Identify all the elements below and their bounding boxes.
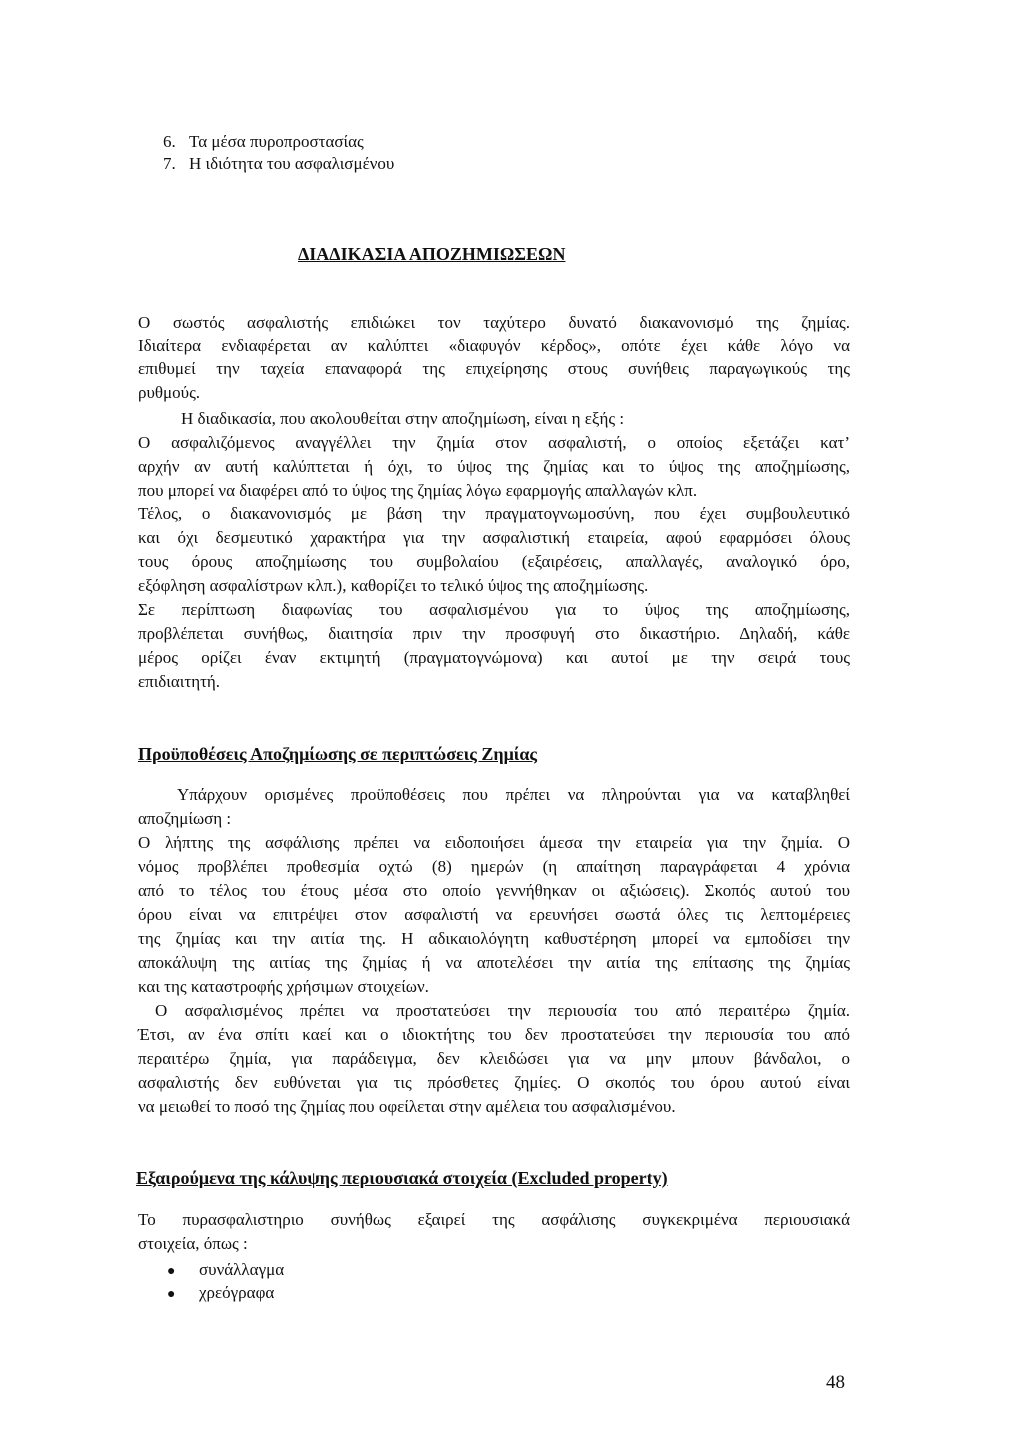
- list-item-text: χρεόγραφα: [199, 1283, 275, 1302]
- toc-text: Τα μέσα πυροπροστασίας: [189, 132, 364, 151]
- paragraph-line: Τέλος, ο διακανονισμός με βάση την πραγματογνωμοσύνη, που έχει συμβουλευτικό: [138, 504, 850, 523]
- paragraph-line: από το τέλος του έτους μέσα στο οποίο γεννήθηκαν οι αξιώσεις). Σκοπός αυτού του: [138, 881, 850, 900]
- paragraph-line: να μειωθεί το ποσό της ζημίας που οφείλεται στην αμέλεια του ασφαλισμένου.: [138, 1097, 676, 1116]
- paragraph-line: νόμος προβλέπει προθεσμία οχτώ (8) ημερών (η απαίτηση παραγράφεται 4 χρόνια: [138, 857, 850, 876]
- list-item: [167, 1282, 274, 1306]
- paragraph-line: Το πυρασφαλιστηριο συνήθως εξαιρεί της ασφάλισης συγκεκριμένα περιουσιακά: [138, 1210, 850, 1229]
- paragraph-line: μέρος ορίζει έναν εκτιμητή (πραγματογνώμονα) και αυτοί με την σειρά τους: [138, 648, 850, 667]
- paragraph-line: εξόφληση ασφαλίστρων κλπ.), καθορίζει το τελικό ύψος της αποζημίωσης.: [138, 576, 649, 595]
- paragraph-line: της ζημίας και την αιτία της. Η αδικαιολόγητη καθυστέρηση μπορεί να εμποδίσει την: [138, 929, 850, 948]
- section-heading-claims-procedure: ΔΙΑΔΙΚΑΣΙΑ ΑΠΟΖΗΜΙΩΣΕΩΝ: [298, 244, 566, 264]
- paragraph-line: Ο ασφαλιζόμενος αναγγέλλει την ζημία στον ασφαλιστή, ο οποίος εξετάζει κατ’: [138, 433, 850, 452]
- paragraph-line: αρχήν αν αυτή καλύπτεται ή όχι, το ύψος της ζημίας και το ύψος της αποζημίωσης,: [138, 457, 850, 476]
- paragraph-line: προβλέπεται συνήθως, διαιτησία πριν την προσφυγή στο δικαστήριο. Δηλαδή, κάθε: [138, 624, 850, 643]
- toc-number: 7.: [163, 154, 176, 173]
- toc-number: 6.: [163, 132, 176, 151]
- paragraph-line: επιθυμεί την ταχεία επαναφορά της επιχείρησης στους συνήθεις παραγωγικούς της: [138, 359, 850, 378]
- paragraph-line: Ο ασφαλισμένος πρέπει να προστατεύσει την περιουσία του από περαιτέρω ζημία.: [155, 1001, 850, 1020]
- paragraph-line: περαιτέρω ζημία, για παράδειγμα, δεν κλειδώσει για να μην μπουν βάνδαλοι, ο: [138, 1049, 850, 1068]
- paragraph-line: αποκάλυψη της αιτίας της ζημίας ή να αποτελέσει την αιτία της επίτασης της ζημίας: [138, 953, 850, 972]
- bullet-icon: ●: [167, 1287, 176, 1302]
- paragraph-line: Ο λήπτης της ασφάλισης πρέπει να ειδοποιήσει άμεσα την εταιρεία για την ζημία. Ο: [138, 833, 850, 852]
- paragraph-line: όρου είναι να επιτρέψει στον ασφαλιστή να ερευνήσει σωστά όλες τις λεπτομέρειες: [138, 905, 850, 924]
- paragraph-line: στοιχεία, όπως :: [138, 1234, 248, 1253]
- list-item-text: συνάλλαγμα: [199, 1260, 285, 1279]
- section-heading-excluded-property: Εξαιρούμενα της κάλυψης περιουσιακά στοιχεία (Excluded property): [136, 1168, 668, 1188]
- paragraph-line: Έτσι, αν ένα σπίτι καεί και ο ιδιοκτήτης του δεν προστατεύσει την περιουσία του από: [138, 1025, 850, 1044]
- paragraph-line: Σε περίπτωση διαφωνίας του ασφαλισμένου για το ύψος της αποζημίωσης,: [138, 600, 850, 619]
- section-heading-claim-conditions: Προϋποθέσεις Αποζημίωσης σε περιπτώσεις Ζημίας: [138, 744, 538, 764]
- toc-item-7: [163, 153, 394, 175]
- paragraph-line: ρυθμούς.: [138, 383, 201, 402]
- paragraph-line: που μπορεί να διαφέρει από το ύψος της ζημίας λόγω εφαρμογής απαλλαγών κλπ.: [138, 481, 698, 500]
- paragraph-line: αποζημίωση :: [138, 809, 232, 828]
- paragraph-line: και της καταστροφής χρήσιμων στοιχείων.: [138, 977, 429, 996]
- paragraph-line: ασφαλιστής δεν ευθύνεται για τις πρόσθετες ζημίες. Ο σκοπός του όρου αυτού είναι: [138, 1073, 850, 1092]
- paragraph-line: Υπάρχουν ορισμένες προϋποθέσεις που πρέπει να πληρούνται για να καταβληθεί: [177, 785, 850, 804]
- page-number: 48: [826, 1372, 845, 1393]
- paragraph-line: τους όρους αποζημίωσης του συμβολαίου (εξαιρέσεις, απαλλαγές, αναλογικό όρο,: [138, 552, 850, 571]
- list-item: [167, 1259, 284, 1283]
- bullet-icon: ●: [167, 1264, 176, 1279]
- paragraph-line: Ιδιαίτερα ενδιαφέρεται αν καλύπτει «διαφυγόν κέρδος», οπότε έχει κάθε λόγο να: [138, 336, 850, 355]
- toc-item-6: [163, 131, 364, 153]
- paragraph-line: επιδιαιτητή.: [138, 672, 221, 691]
- paragraph-line: Ο σωστός ασφαλιστής επιδιώκει τον ταχύτερο δυνατό διακανονισμό της ζημίας.: [138, 313, 850, 332]
- paragraph-line: και όχι δεσμευτικό χαρακτήρα για την ασφαλιστική εταιρεία, αφού εφαρμόσει όλους: [138, 528, 850, 547]
- paragraph-line: Η διαδικασία, που ακολουθείται στην αποζημίωση, είναι η εξής :: [181, 409, 625, 428]
- toc-text: Η ιδιότητα του ασφαλισμένου: [189, 154, 395, 173]
